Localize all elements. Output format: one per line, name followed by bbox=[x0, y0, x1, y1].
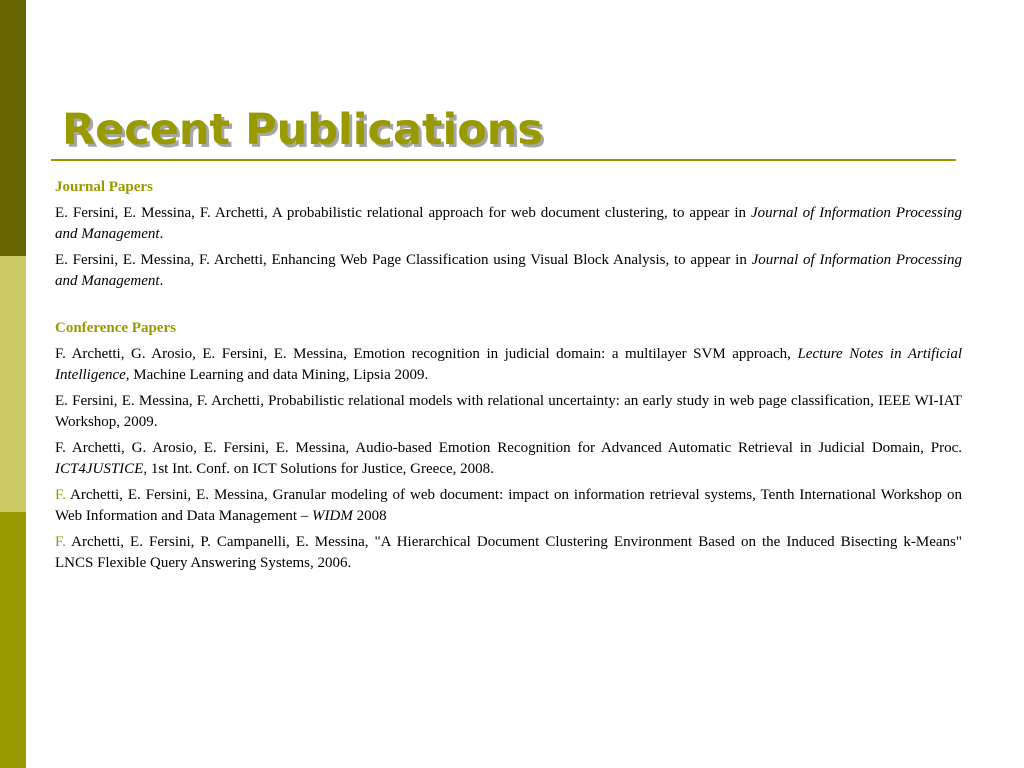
entry-tail: . bbox=[159, 273, 164, 289]
entry-venue: Lecture Notes in Artificial Intelligence bbox=[55, 346, 962, 383]
entry-text: E. Fersini, E. Messina, F. Archetti, A probabilistic relational approach for web document clustering, to appear in bbox=[55, 205, 751, 221]
entry-text: F. Archetti, G. Arosio, E. Fersini, E. Messina, Emotion recognition in judicial domain: a multilayer SVM approach, bbox=[55, 346, 798, 362]
entry-text: F. Archetti, G. Arosio, E. Fersini, E. Messina, Audio-based Emotion Recognition for Advanced Automatic Retrieval in Judicial Domain, Proc. bbox=[55, 440, 962, 456]
conference-papers-heading: Conference Papers bbox=[55, 320, 176, 336]
title-underline bbox=[51, 159, 956, 161]
entry-text: E. Fersini, E. Messina, F. Archetti, Enhancing Web Page Classification using Visual Block Analysis, to appear in bbox=[55, 252, 752, 268]
sidebar-segment-light bbox=[0, 256, 26, 512]
entry-venue: ICT4JUSTICE bbox=[55, 461, 144, 477]
conference-entry bbox=[55, 391, 962, 433]
journal-entry bbox=[55, 250, 962, 292]
journal-papers-heading: Journal Papers bbox=[55, 179, 153, 195]
entry-tail: 2008 bbox=[352, 508, 387, 524]
entry-text: Archetti, E. Fersini, E. Messina, Granular modeling of web document: impact on information retrieval systems, Tenth International Workshop on Web Information and Data Management – bbox=[55, 487, 962, 524]
entry-venue: Journal of Information Processing and Management bbox=[55, 252, 962, 289]
entry-text: Archetti, E. Fersini, P. Campanelli, E. Messina, "A Hierarchical Document Clustering Environment Based on the Induced Bisecting k-Means" LNCS Flexible Query Answering Systems, 2006. bbox=[55, 534, 962, 571]
entry-lead: F. bbox=[55, 487, 66, 503]
sidebar-decoration bbox=[0, 0, 26, 768]
conference-entry bbox=[55, 532, 962, 574]
entry-venue: WIDM bbox=[312, 508, 353, 524]
entry-tail: , Machine Learning and data Mining, Lipsia 2009. bbox=[125, 367, 429, 383]
conference-entry bbox=[55, 438, 962, 480]
slide-title: Recent Publications bbox=[62, 105, 543, 155]
conference-entry bbox=[55, 485, 962, 527]
sidebar-segment-dark bbox=[0, 0, 26, 256]
sidebar-segment-mid bbox=[0, 512, 26, 768]
journal-entry bbox=[55, 203, 962, 245]
conference-entry bbox=[55, 344, 962, 386]
entry-tail: , 1st Int. Conf. on ICT Solutions for Justice, Greece, 2008. bbox=[143, 461, 494, 477]
entry-lead: F. bbox=[55, 534, 66, 550]
publications-body bbox=[55, 177, 962, 574]
entry-venue: Journal of Information Processing and Management bbox=[55, 205, 962, 242]
entry-tail: . bbox=[159, 226, 164, 242]
entry-text: E. Fersini, E. Messina, F. Archetti, Probabilistic relational models with relational uncertainty: an early study in web page classification, IEEE WI-IAT Workshop, 2009. bbox=[55, 393, 962, 430]
